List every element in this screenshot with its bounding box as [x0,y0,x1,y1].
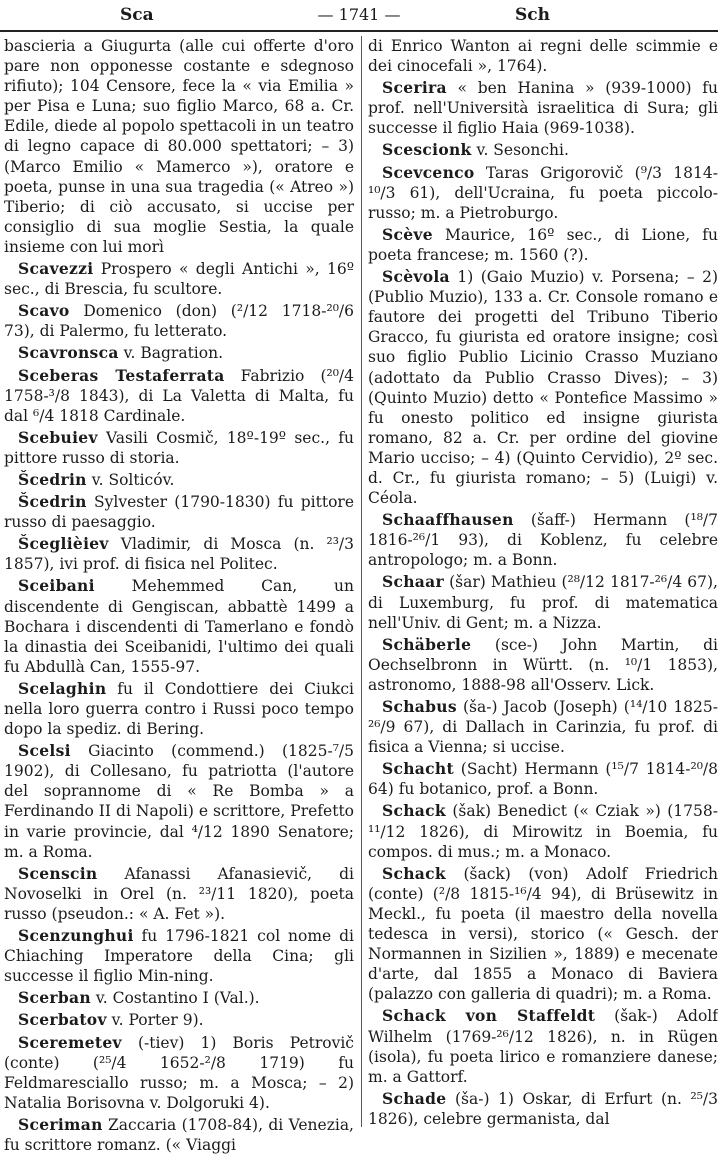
entry-headword: Scève [382,224,433,244]
dictionary-entry [4,301,354,341]
dictionary-entry [368,635,718,695]
dictionary-entry [368,510,718,570]
entry-text: v. Bagration. [118,344,224,363]
entry-headword: Scavronsca [18,343,119,363]
dictionary-entry [4,926,354,986]
entry-text: Maurice, 16º sec., di Lione, fu poeta francese; m. 1560 (?). [368,225,718,264]
entry-text: Sylvester (1790-1830) fu pittore russo di paesaggio. [4,493,354,532]
header-left-guideword: Sca [120,5,154,25]
entry-headword: Sceriman [18,1114,103,1134]
entry-text: Afanassi Afanasievič, di Novoselki in Orel (n. ²³/11 1820), poeta russo (pseudon.: « A. Fet »). [4,864,354,923]
dictionary-entry [368,864,718,1005]
dictionary-entry [4,988,354,1008]
entry-headword: Scelsi [18,741,71,761]
entry-headword: Sceberas Testaferrata [18,365,225,385]
dictionary-entry [368,1089,718,1129]
dictionary-entry [4,534,354,574]
dictionary-entry [4,576,354,676]
dictionary-entry [368,1006,718,1086]
entry-headword: Šceglièiev [18,534,109,554]
dictionary-entry [4,428,354,468]
entry-text: (ša-) Jacob (Joseph) (¹⁴/10 1825-²⁶/9 67), di Dallach in Carinzia, fu prof. di fisica a Vienna; si uccise. [368,698,718,757]
dictionary-entry [368,78,718,138]
dictionary-entry [368,36,718,76]
entry-text: Domenico (don) (²/12 1718-²⁰/6 73), di Palermo, fu letterato. [4,302,354,341]
dictionary-entry [368,225,718,265]
entry-text: 1) (Gaio Muzio) v. Porsena; – 2) (Publio Muzio), 133 a. Cr. Console romano e fautore dei progetti del Tribuno Tiberio Gracco, fu giurista ed oratore insigne; così suo figlio Publio Licinio Crasso Muziano (adottato da Publio Crasso Dives); – 3) (Quinto Muzio) detto « Pontefice Massimo » fu onesto politico ed insigne giurista romano, 82 a. Cr. per ordine del giovine Mario ucciso; – 4) (Quinto Cervidio), 2º sec. d. Cr., fu giurista romano; – 5) (Luigi) v. Céola. [368,268,718,508]
entry-text: (šaff-) Hermann (¹⁸/7 1816-²⁶/1 93), di Koblenz, fu celebre antropologo; m. a Bonn. [368,511,718,570]
entry-headword: Schäberle [382,634,472,654]
entry-text: di Enrico Wanton ai regni delle scimmie e dei cinocefali », 1764). [368,37,718,76]
entry-headword: Sceibani [18,576,95,596]
entry-headword: Scèvola [382,267,450,287]
entry-text: (šar) Mathieu (²⁸/12 1817-²⁶/4 67), di Luxemburg, fu prof. di matematica nell'Univ. di Gent; m. a Nizza. [368,573,718,632]
dictionary-entry [368,572,718,632]
dictionary-entry [4,492,354,532]
dictionary-entry [4,741,354,862]
right-column [368,36,718,1127]
entry-headword: Scescionk [382,140,472,160]
entry-headword: Schack [382,801,446,821]
entry-text: fu il Condottiere dei Ciukci nella loro guerra contro i Russi poco tempo dopo la spediz. di Bering. [4,679,354,739]
entry-text: v. Solticóv. [86,470,175,489]
entry-text: « ben Hanina » (939-1000) fu prof. nell'Università israelitica di Sura; gli successe il figlio Haia (969-1038). [368,79,718,138]
entry-headword: Scenzunghui [18,926,134,946]
dictionary-entry [4,1010,354,1030]
entry-text: (šak-) Adolf Wilhelm (1769-²⁶/12 1826), n. in Rügen (isola), fu poeta lirico e romanziere danese; m. a Gattorf. [368,1007,718,1086]
dictionary-entry [4,36,354,257]
dictionary-entry [368,267,718,508]
dictionary-entry [4,864,354,924]
entry-text: v. Sesonchi. [471,141,569,160]
entry-headword: Scavezzi [18,259,94,279]
entry-text: Vasili Cosmič, 18º-19º sec., fu pittore russo di storia. [4,428,354,467]
entry-text: Vladimir, di Mosca (n. ²³/3 1857), ivi prof. di fisica nel Politec. [4,535,354,574]
entry-text: Zaccaria (1708-84), di Venezia, fu scrittore romanz. (« Viaggi [4,1115,354,1154]
entry-text: (sce-) John Martin, di Oechselbronn in Württ. (n. ¹⁰/1 1853), astronomo, 1888-98 all'Osserv. Lick. [368,635,718,694]
entry-headword: Schack [382,863,446,883]
entry-text: v. Porter 9). [106,1011,204,1030]
entry-text: v. Costantino I (Val.). [90,989,260,1008]
entry-headword: Schade [382,1088,447,1108]
entry-headword: Schacht [382,759,454,779]
entry-headword: Schaar [382,572,444,592]
dictionary-entry [368,801,718,861]
page-number: — 1741 — [317,5,401,24]
left-column [4,36,354,1154]
dictionary-entry [4,259,354,299]
dictionary-entry [4,343,354,363]
entry-headword: Schack von Staffeldt [382,1006,596,1026]
entry-headword: Sceremetev [18,1032,122,1052]
page-header [0,0,718,32]
entry-headword: Scevcenco [382,162,475,182]
dictionary-entry [4,679,354,739]
column-divider [361,36,362,1127]
dictionary-entry [4,470,354,490]
dictionary-entry [4,366,354,426]
entry-text: Mehemmed Can, un discendente di Gengiscan, abbattè 1499 a Bochara i discendenti di Tamerlano e fondò la dinastia dei Sceibanidi, l'ultimo dei quali fu Abdullà Can, 1555-97. [4,577,354,676]
dictionary-entry [368,163,718,223]
dictionary-entry [368,697,718,757]
entry-headword: Schabus [382,697,457,716]
entry-text: (Sacht) Hermann (¹⁵/7 1814-²⁰/8 64) fu botanico, prof. a Bonn. [368,760,718,799]
entry-text: (-tiev) 1) Boris Petrovič (conte) (²⁵/4 1652-²/8 1719) fu Feldmaresciallo russo; m. a Mosca; – 2) Natalia Borisovna v. Dolgoruki 4). [4,1033,354,1112]
entry-text: Prospero « degli Antichi », 16º sec., di Brescia, fu scultore. [4,260,354,299]
entry-text: Taras Grigorovič (⁹/3 1814-¹⁰/3 61), dell'Ucraina, fu poeta piccolo-russo; m. a Pietroburgo. [368,163,718,222]
header-right-guideword: Sch [515,5,550,25]
entry-headword: Scerira [382,78,447,98]
entry-headword: Šcedrin [18,469,87,489]
entry-headword: Scenscin [18,863,98,883]
entry-text: (šack) (von) Adolf Friedrich (conte) (²/8 1815-¹⁶/4 94), di Brüsewitz in Meckl., fu poeta (il maestro della novella tedesca in versi), storico (« Gesch. der Normannen in Sizilien », 1889) e mecenate d'arte, dal 1855 a Monaco di Baviera (palazzo con galleria di quadri); m. a Roma. [368,864,718,1004]
entry-headword: Schaaffhausen [382,510,514,530]
entry-headword: Scerban [18,988,91,1008]
entry-text: Giacinto (commend.) (1825-⁷/5 1902), di Collesano, fu patriotta (l'autore del soprannome di « Re Bomba » a Ferdinando II di Napoli) e scrittore, Prefetto in varie provincie, dal ⁴/12 1890 Senatore; m. a Roma. [4,742,354,861]
entry-text: (šak) Benedict (« Cziak ») (1758-¹¹/12 1826), di Mirowitz in Boemia, fu compos. di mus.; m. a Monaco. [368,802,718,861]
entry-headword: Scelaghin [18,678,107,698]
dictionary-entry [368,140,718,160]
dictionary-entry [368,759,718,799]
entry-headword: Scavo [18,301,70,321]
entry-headword: Šcedrin [18,492,87,512]
dictionary-entry [4,1115,354,1155]
entry-text: Fabrizio (²⁰/4 1758-³/8 1843), di La Valetta di Malta, fu dal ⁶/4 1818 Cardinale. [4,366,354,425]
entry-headword: Scebuiev [18,427,98,447]
dictionary-entry [4,1033,354,1113]
entry-text: (ša-) 1) Oskar, di Erfurt (n. ²⁵/3 1826), celebre germanista, dal [368,1089,718,1128]
entry-headword: Scerbatov [18,1010,107,1030]
entry-text: fu 1796-1821 col nome di Chiaching Imperatore della Cina; gli successe il figlio Min-ning. [4,927,354,986]
entry-text: bascieria a Giugurta (alle cui offerte d'oro pare non opponesse costante e sdegnoso rifiuto); 104 Censore, fece la « via Emilia » per Pisa e Luna; suo figlio Marco, 68 a. Cr. Edile, diede al popolo spettacoli in un teatro di legno capace di 80.000 spettatori; – 3) (Marco Emilio « Mamerco »), oratore e poeta, punse in una sua tragedia (« Atreo ») Tiberio; di ciò accusato, si uccise per consiglio di sua moglie Sestia, la quale insieme con lui morì [4,37,354,256]
